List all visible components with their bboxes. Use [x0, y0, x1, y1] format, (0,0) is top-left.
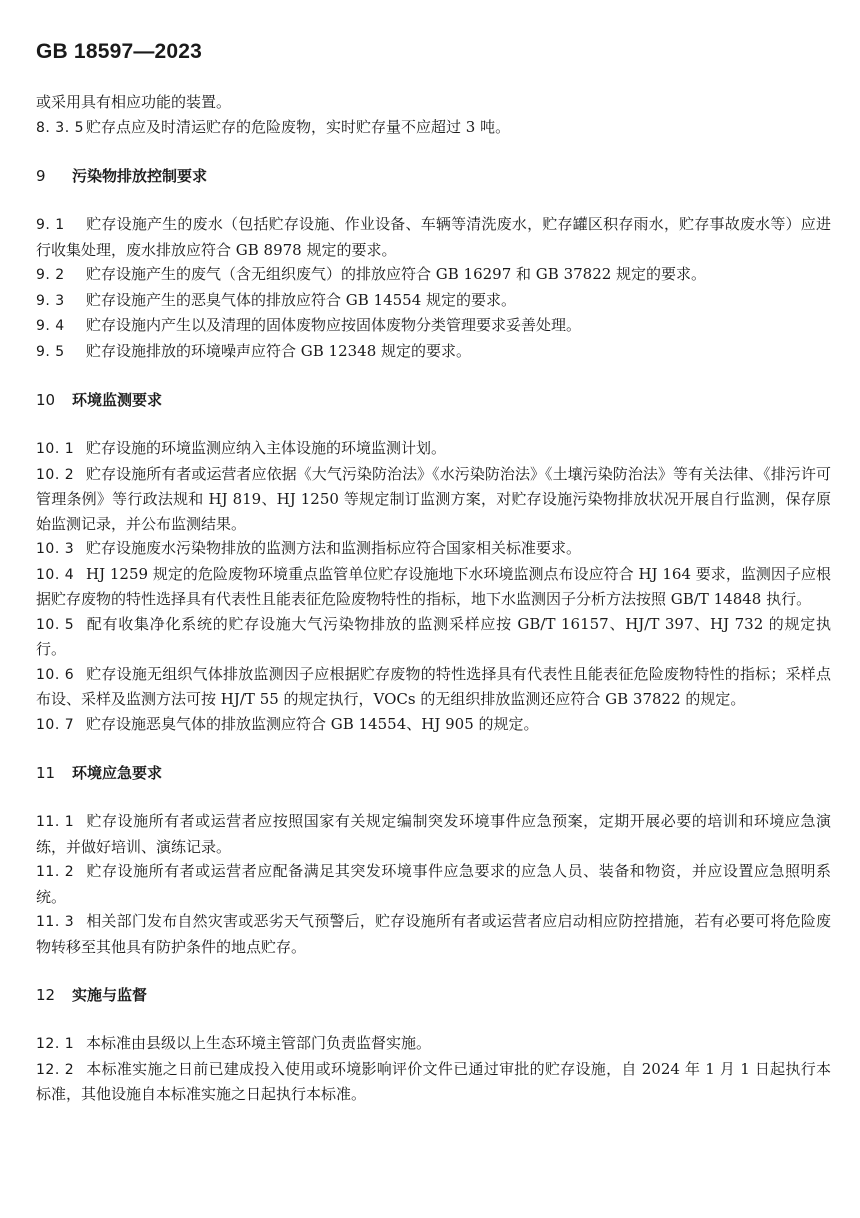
clause-item — [36, 462, 831, 537]
clause-item — [36, 288, 831, 314]
paragraph-text: 或采用具有相应功能的装置。 — [36, 93, 232, 111]
clause-text: 贮存设施产生的废气（含无组织废气）的排放应符合 GB 16297 和 GB 37822 规定的要求。 — [86, 265, 707, 283]
clause-number: 9. 3 — [36, 292, 65, 309]
section-title: 环境监测要求 — [72, 391, 163, 409]
section-10 — [36, 388, 831, 737]
clause-number: 10. 7 — [36, 716, 75, 733]
clause-item — [36, 436, 831, 462]
clause-item — [36, 612, 831, 662]
section-title: 污染物排放控制要求 — [72, 167, 208, 185]
clause-item — [36, 809, 831, 859]
clause-text: 贮存点应及时清运贮存的危险废物，实时贮存量不应超过 3 吨。 — [86, 117, 511, 136]
clause-item — [36, 313, 831, 339]
section-title: 实施与监督 — [72, 986, 148, 1004]
clause-text: 贮存设施所有者或运营者应依据《大气污染防治法》《水污染防治法》《土壤污染防治法》等有关法律、《排污许可管理条例》等行政法规和 HJ 819、HJ 1250 等规定制订监测方案，对贮存设施污染物排放状况开展自行监测，保存原始监测记录，并公布监测结果。 — [36, 464, 831, 533]
clause-item — [36, 1031, 831, 1057]
clause-item — [36, 536, 831, 562]
clause-text: 贮存设施无组织气体排放监测因子应根据贮存废物的特性选择具有代表性且能表征危险废物特性的指标；采样点布设、采样及监测方法可按 HJ/T 55 的规定执行，VOCs 的无组织排放监测还应符合 GB 37822 的规定。 — [36, 664, 831, 708]
section-11 — [36, 761, 831, 959]
paragraph — [36, 90, 831, 115]
clause-item — [36, 909, 831, 959]
clause-item — [36, 262, 831, 288]
clause-text: 贮存设施产生的恶臭气体的排放应符合 GB 14554 规定的要求。 — [86, 290, 517, 309]
clause-text: 本标准实施之日前已建成投入使用或环境影响评价文件已通过审批的贮存设施，自 2024 年 1 月 1 日起执行本标准，其他设施自本标准实施之日起执行本标准。 — [36, 1059, 831, 1103]
clause-item — [36, 712, 831, 738]
clause-text: 配有收集净化系统的贮存设施大气污染物排放的监测采样应按 GB/T 16157、HJ/T 397、HJ 732 的规定执行。 — [36, 614, 831, 658]
section-12 — [36, 983, 831, 1107]
clause-number: 9. 2 — [36, 267, 65, 283]
section-9 — [36, 164, 831, 364]
section-number: 10 — [36, 391, 56, 409]
clause-number: 9. 5 — [36, 343, 65, 360]
clause-number: 9. 4 — [36, 318, 65, 334]
clause-number: 11. 3 — [36, 914, 75, 930]
clause-item — [36, 339, 831, 365]
clause-text: 贮存设施所有者或运营者应按照国家有关规定编制突发环境事件应急预案，定期开展必要的培训和环境应急演练，并做好培训、演练记录。 — [36, 812, 831, 856]
clause-number: 12. 2 — [36, 1061, 75, 1078]
clause-text: 贮存设施内产生以及清理的固体废物应按固体废物分类管理要求妥善处理。 — [86, 316, 582, 334]
clause-number: 10. 4 — [36, 566, 75, 583]
section-number: 9 — [36, 167, 46, 185]
clause-item — [36, 662, 831, 712]
clause-number: 10. 2 — [36, 466, 75, 483]
clause-number: 11. 1 — [36, 814, 75, 830]
standard-code-header: GB 18597—2023 — [36, 40, 203, 63]
clause-text: 贮存设施废水污染物排放的监测方法和监测指标应符合国家相关标准要求。 — [86, 539, 582, 557]
clause-text: HJ 1259 规定的危险废物环境重点监管单位贮存设施地下水环境监测点布设应符合 HJ 164 要求，监测因子应根据贮存废物的特性选择具有代表性且能表征危险废物特性的指标，地下水监测因子分析方法按照 GB/T 14848 执行。 — [36, 564, 831, 608]
clause-number: 10. 5 — [36, 616, 75, 633]
section-number: 12 — [36, 986, 56, 1004]
clause-number: 10. 1 — [36, 441, 75, 457]
section-heading — [36, 164, 831, 188]
clause-item — [36, 1057, 831, 1107]
clause-text: 相关部门发布自然灾害或恶劣天气预警后，贮存设施所有者或运营者应启动相应防控措施，若有必要可将危险废物转移至其他具有防护条件的地点贮存。 — [36, 912, 831, 956]
sections-container — [36, 164, 831, 1107]
clause-number: 10. 6 — [36, 666, 75, 683]
clause-number: 8. 3. 5 — [36, 119, 85, 136]
clause-number: 9. 1 — [36, 217, 65, 233]
clause-number: 10. 3 — [36, 541, 75, 557]
clause-8-3-5 — [36, 115, 831, 141]
clause-text: 本标准由县级以上生态环境主管部门负责监督实施。 — [86, 1034, 432, 1052]
section-heading — [36, 388, 831, 412]
intro-block — [36, 90, 831, 140]
section-heading — [36, 983, 831, 1007]
clause-item — [36, 212, 831, 262]
clause-text: 贮存设施的环境监测应纳入主体设施的环境监测计划。 — [86, 439, 447, 457]
clause-text: 贮存设施排放的环境噪声应符合 GB 12348 规定的要求。 — [86, 341, 472, 360]
section-title: 环境应急要求 — [72, 764, 163, 782]
document-body — [36, 90, 831, 1107]
clause-text: 贮存设施产生的废水（包括贮存设施、作业设备、车辆等清洗废水，贮存罐区积存雨水，贮存事故废水等）应进行收集处理，废水排放应符合 GB 8978 规定的要求。 — [36, 215, 831, 259]
section-heading — [36, 761, 831, 785]
clause-item — [36, 859, 831, 909]
section-number: 11 — [36, 764, 56, 782]
clause-item — [36, 562, 831, 612]
clause-number: 11. 2 — [36, 864, 75, 880]
clause-text: 贮存设施恶臭气体的排放监测应符合 GB 14554、HJ 905 的规定。 — [86, 714, 539, 733]
clause-text: 贮存设施所有者或运营者应配备满足其突发环境事件应急要求的应急人员、装备和物资，并应设置应急照明系统。 — [36, 862, 831, 906]
clause-number: 12. 1 — [36, 1036, 75, 1052]
